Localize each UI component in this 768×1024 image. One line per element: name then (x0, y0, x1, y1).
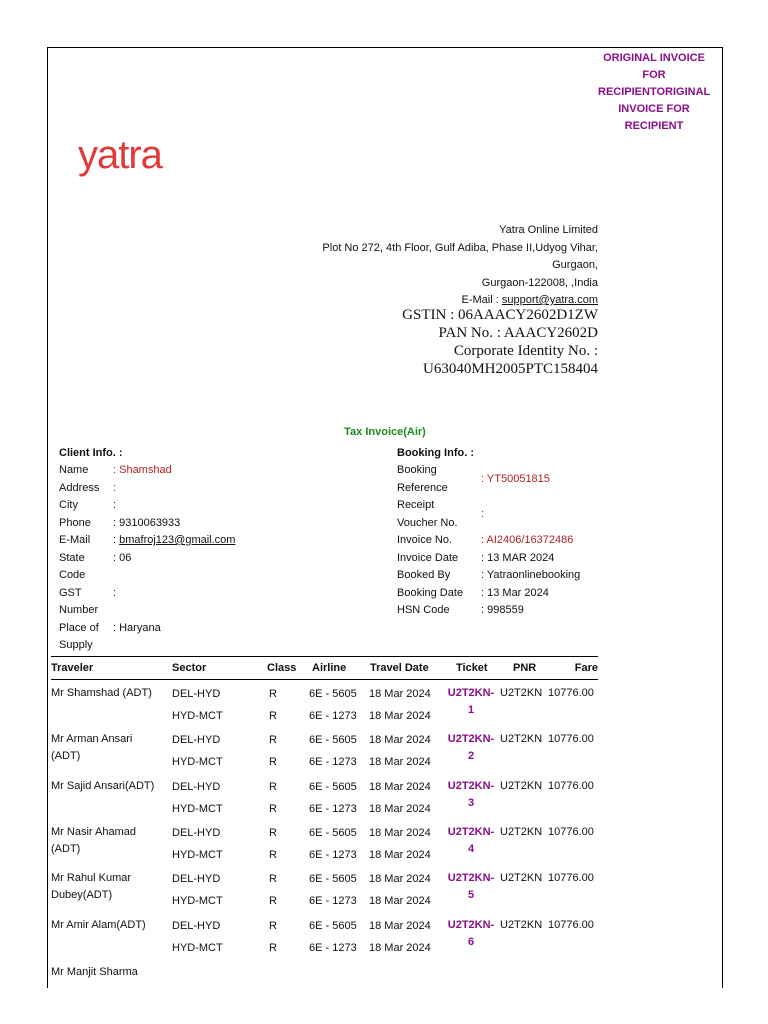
travel-date: 18 Mar 2024 (369, 780, 431, 793)
col-traveler: Traveler (51, 662, 94, 674)
orig-line: INVOICE FOR (618, 103, 690, 115)
traveler-name: Mr Nasir Ahamad (51, 825, 136, 838)
ticket-no-suffix: 4 (467, 842, 475, 855)
traveler-name: Dubey(ADT) (51, 889, 113, 902)
company-email-link[interactable]: support@yatra.com (501, 294, 598, 306)
pnr: U2T2KN (500, 825, 543, 838)
pan: PAN No. : AAACY2602D (438, 325, 598, 341)
booking-ref-label-1: Booking (397, 464, 437, 476)
class: R (269, 895, 277, 908)
traveler-name: Mr Sajid Ansari(ADT) (51, 779, 155, 792)
email-label: E-Mail : (461, 294, 502, 306)
traveler-name: Mr Arman Ansari (51, 733, 133, 746)
sector: HYD-MCT (172, 802, 223, 815)
airline: 6E - 1273 (309, 756, 357, 769)
travel-date: 18 Mar 2024 (369, 919, 431, 932)
travel-date: 18 Mar 2024 (369, 756, 431, 769)
company-address-2: Gurgaon, (552, 259, 598, 271)
class: R (269, 826, 277, 839)
travel-date: 18 Mar 2024 (369, 873, 431, 886)
city-label: City (59, 499, 78, 511)
airline: 6E - 5605 (309, 919, 357, 932)
client-address: : (113, 481, 117, 494)
phone-label: Phone (59, 516, 91, 529)
class: R (269, 919, 277, 932)
sector: DEL-HYD (172, 919, 221, 932)
original-invoice-label (598, 50, 710, 135)
company-address-block (278, 222, 598, 310)
voucher-label-1: Receipt (397, 499, 435, 511)
yatra-logo (78, 130, 178, 182)
fare: 10776.00 (548, 733, 594, 746)
invoice-date-label: Invoice Date (397, 551, 459, 564)
traveler-name: Mr Shamshad (ADT) (51, 687, 152, 699)
email-colon: : (113, 534, 120, 546)
travel-date: 18 Mar 2024 (369, 734, 431, 747)
col-sector: Sector (172, 662, 207, 674)
travel-date: 18 Mar 2024 (369, 848, 431, 861)
state-label-2: Code (59, 569, 86, 581)
client-info (59, 462, 309, 662)
booked-by-label: Booked By (397, 569, 451, 581)
state-label-1: State (59, 551, 85, 564)
client-email-line (113, 532, 235, 550)
company-tax-ids (278, 306, 598, 378)
pos-label-1: Place of (59, 621, 99, 634)
pnr: U2T2KN (500, 687, 543, 699)
pnr: U2T2KN (500, 733, 543, 746)
sector: DEL-HYD (172, 688, 221, 700)
ticket-no-suffix: 5 (467, 889, 475, 902)
airline: 6E - 5605 (309, 873, 357, 886)
ticket-no: U2T2KN- (447, 687, 495, 699)
col-travel-date: Travel Date (370, 662, 429, 674)
pos-label-2: Supply (59, 639, 93, 651)
svg-text:yatra: yatra (78, 133, 162, 177)
booked-by: : Yatraonlinebooking (481, 569, 581, 581)
class: R (269, 848, 277, 861)
cin-label: Corporate Identity No. : (453, 343, 598, 359)
col-fare: Fare (574, 662, 598, 674)
ticket-no: U2T2KN- (447, 779, 495, 792)
sector: DEL-HYD (172, 780, 221, 793)
client-phone: : 9310063933 (113, 516, 181, 529)
travel-date: 18 Mar 2024 (369, 802, 431, 815)
gstin: GSTIN : 06AAACY2602D1ZW (402, 307, 598, 323)
col-pnr: PNR (513, 662, 537, 674)
company-name: Yatra Online Limited (499, 224, 598, 236)
travel-date: 18 Mar 2024 (369, 895, 431, 908)
traveler-name: Mr Manjit Sharma (51, 965, 138, 978)
fare: 10776.00 (548, 872, 594, 885)
traveler-name: Mr Amir Alam(ADT) (51, 918, 146, 931)
travel-date: 18 Mar 2024 (369, 941, 431, 954)
col-class: Class (267, 662, 297, 674)
gst-label-2: Number (59, 604, 99, 616)
client-info-heading: Client Info. : (59, 447, 123, 459)
fare: 10776.00 (548, 779, 594, 792)
sector: DEL-HYD (172, 826, 221, 839)
company-address-3: Gurgaon-122008, ,India (481, 276, 598, 289)
booking-reference: : YT50051815 (481, 473, 550, 485)
ticket-no: U2T2KN- (447, 733, 495, 746)
cin: U63040MH2005PTC158404 (422, 361, 598, 377)
fare: 10776.00 (548, 687, 594, 699)
ticket-no-suffix: 3 (467, 796, 475, 809)
ticket-no: U2T2KN- (447, 918, 495, 931)
class: R (269, 780, 277, 793)
class: R (269, 941, 277, 954)
client-name: : Shamshad (113, 464, 172, 476)
booking-info (397, 462, 607, 622)
invoice-date: : 13 MAR 2024 (481, 551, 555, 564)
gst-label-1: GST (59, 586, 82, 599)
booking-date: : 13 Mar 2024 (481, 586, 549, 599)
travel-date: 18 Mar 2024 (369, 688, 431, 700)
sector: HYD-MCT (172, 756, 223, 769)
hsn-code: : 998559 (481, 604, 524, 616)
class: R (269, 873, 277, 886)
class: R (269, 734, 277, 747)
company-address-1: Plot No 272, 4th Floor, Gulf Adiba, Phase II,Udyog Vihar, (322, 241, 598, 254)
booking-info-heading: Booking Info. : (397, 447, 474, 459)
ticket-no: U2T2KN- (447, 825, 495, 838)
client-email[interactable]: bmafroj123@gmail.com (119, 534, 236, 546)
airline: 6E - 1273 (309, 941, 357, 954)
col-ticket: Ticket (456, 662, 488, 674)
booking-date-label: Booking Date (397, 586, 464, 599)
orig-line: RECIPIENT (624, 120, 684, 132)
traveler-name: (ADT) (51, 842, 81, 855)
invoice-no-label: Invoice No. (397, 534, 453, 546)
ticket-no-suffix: 2 (467, 750, 475, 763)
airline: 6E - 5605 (309, 826, 357, 839)
traveler-name: (ADT) (51, 750, 81, 763)
airline: 6E - 1273 (309, 848, 357, 861)
voucher-label-2: Voucher No. (397, 516, 458, 529)
sector: HYD-MCT (172, 848, 223, 861)
orig-line: RECIPIENTORIGINAL (598, 86, 711, 98)
airline: 6E - 1273 (309, 802, 357, 815)
address-label: Address (59, 481, 100, 494)
client-place-of-supply: : Haryana (113, 621, 161, 634)
col-airline: Airline (312, 662, 347, 674)
orig-line: FOR (642, 69, 666, 81)
sector: HYD-MCT (172, 710, 223, 722)
sector: DEL-HYD (172, 734, 221, 747)
client-city: : (113, 499, 117, 511)
sector: DEL-HYD (172, 873, 221, 886)
travel-date: 18 Mar 2024 (369, 710, 431, 722)
ticket-no-suffix: 1 (467, 704, 475, 716)
airline: 6E - 5605 (309, 780, 357, 793)
client-state: : 06 (113, 551, 132, 564)
receipt-voucher-no: : (481, 508, 485, 520)
airline: 6E - 5605 (309, 734, 357, 747)
ticket-no-suffix: 6 (467, 935, 475, 948)
orig-line: ORIGINAL INVOICE (603, 52, 705, 64)
sector: HYD-MCT (172, 941, 223, 954)
pnr: U2T2KN (500, 779, 543, 792)
invoice-no: : AI2406/16372486 (481, 534, 574, 546)
tax-invoice-title: Tax Invoice(Air) (344, 426, 426, 438)
pnr: U2T2KN (500, 918, 543, 931)
airline: 6E - 1273 (309, 895, 357, 908)
airline: 6E - 1273 (309, 710, 357, 722)
client-gst: : (113, 586, 117, 599)
airline: 6E - 5605 (309, 688, 357, 700)
ticket-no: U2T2KN- (447, 872, 495, 885)
class: R (269, 710, 277, 722)
class: R (269, 802, 277, 815)
hsn-label: HSN Code (397, 604, 450, 616)
class: R (269, 756, 277, 769)
traveler-name: Mr Rahul Kumar (51, 872, 132, 885)
email-label: E-Mail (59, 534, 91, 546)
booking-ref-label-2: Reference (397, 481, 448, 494)
name-label: Name (59, 464, 89, 476)
travel-date: 18 Mar 2024 (369, 826, 431, 839)
class: R (269, 688, 277, 700)
pnr: U2T2KN (500, 872, 543, 885)
table-header (51, 656, 598, 680)
fare: 10776.00 (548, 825, 594, 838)
sector: HYD-MCT (172, 895, 223, 908)
fare: 10776.00 (548, 918, 594, 931)
